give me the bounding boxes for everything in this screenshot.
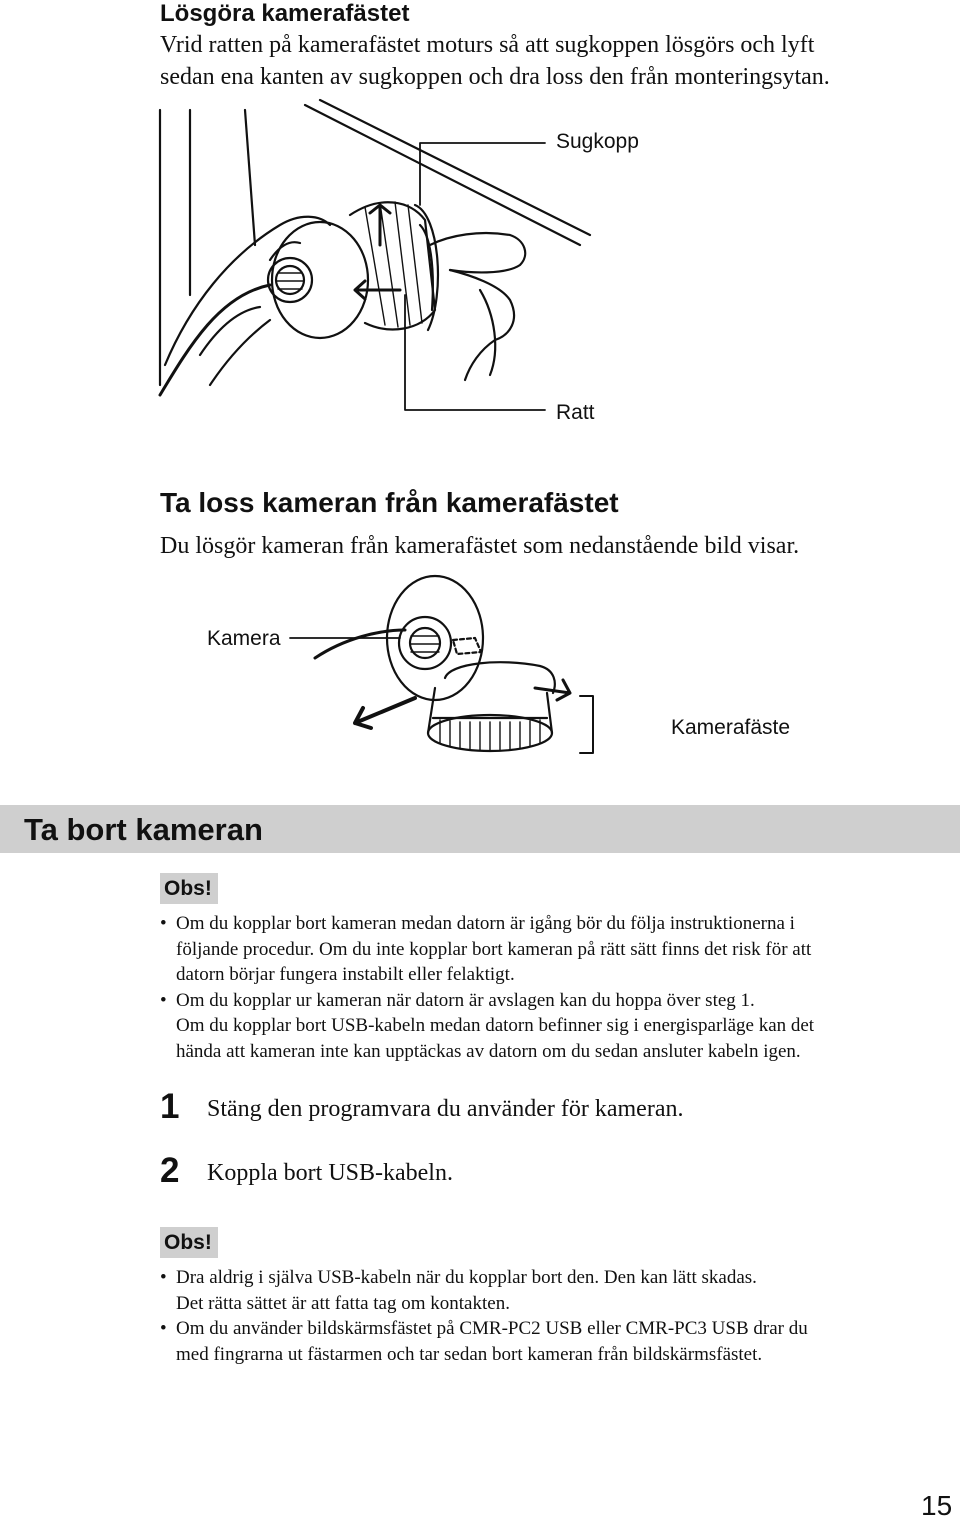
note-line: datorn börjar fungera instabilt eller felaktigt. <box>176 964 515 985</box>
section-bar-remove-camera <box>0 805 960 853</box>
step-number: 2 <box>160 1151 180 1190</box>
figure-label-kamera: Kamera <box>207 627 281 650</box>
figure-label-sugkopp: Sugkopp <box>556 130 639 153</box>
section-text-line: sedan ena kanten av sugkoppen och dra loss den från monteringsytan. <box>160 64 830 90</box>
camera-remove-arrow <box>355 698 415 728</box>
note-line: hända att kameran inte kan upptäckas av datorn om du sedan ansluter kabeln igen. <box>176 1040 801 1062</box>
rotate-arrow <box>370 205 390 245</box>
obs-label: Obs! <box>160 873 218 904</box>
step-text: Stäng den programvara du använder för kameran. <box>207 1096 684 1122</box>
section-text-line: Vrid ratten på kamerafästet moturs så att sugkoppen lösgörs och lyft <box>160 32 815 58</box>
note-line: • Dra aldrig i själva USB-kabeln när du kopplar bort den. Den kan lätt skadas. <box>176 1267 757 1288</box>
camera-body <box>272 222 368 338</box>
leader-line-ratt <box>405 295 545 410</box>
step-number: 1 <box>160 1087 180 1126</box>
step-text: Koppla bort USB-kabeln. <box>207 1160 453 1186</box>
list-item <box>160 911 950 988</box>
section-title: Ta bort kameran <box>24 812 263 847</box>
section-text-line: Du lösgör kameran från kamerafästet som nedanstående bild visar. <box>160 533 800 559</box>
camera-lens-ring <box>399 617 451 669</box>
note-line: • Om du använder bildskärmsfästet på CMR-PC2 USB eller CMR-PC3 USB drar du <box>176 1318 808 1339</box>
section-heading-detach-mount: Lösgöra kamerafästet <box>160 0 410 27</box>
camera-clip <box>453 638 481 654</box>
mount-dial <box>350 202 435 329</box>
list-item <box>160 1265 950 1316</box>
obs-notes-list <box>160 911 950 1064</box>
obs-label: Obs! <box>160 1227 218 1258</box>
note-line: • Om du kopplar ur kameran när datorn är avslagen kan du hoppa över steg 1. <box>176 989 755 1011</box>
figure-label-kamerafaste: Kamerafäste <box>671 716 791 739</box>
right-hand-outline <box>430 233 525 272</box>
list-item <box>160 1316 950 1367</box>
page-number: 15 <box>921 1490 953 1521</box>
note-line: följande procedur. Om du inte kopplar bort kameran på rätt sätt finns det risk för att <box>176 938 812 960</box>
figure-label-ratt: Ratt <box>556 401 595 424</box>
note-line: • Om du kopplar bort kameran medan datorn är igång bör du följa instruktionerna i <box>176 913 795 934</box>
mount-bracket <box>580 696 593 753</box>
camera-lens-ring <box>268 258 312 302</box>
note-line: Om du kopplar bort USB-kabeln medan datorn befinner sig i energisparläge kan det <box>176 1015 815 1036</box>
note-line: med fingrarna ut fästarmen och tar sedan bort kameran från bildskärmsfästet. <box>176 1343 763 1365</box>
list-item <box>160 988 950 1065</box>
mount-arrow <box>535 680 570 700</box>
note-line: Det rätta sättet är att fatta tag om kontakten. <box>176 1292 510 1314</box>
figure-camera-and-mount <box>285 568 615 763</box>
obs-notes-list <box>160 1265 950 1367</box>
camera-cable <box>315 630 405 658</box>
section-heading-remove-camera-from-mount: Ta loss kameran från kamerafästet <box>160 487 619 518</box>
